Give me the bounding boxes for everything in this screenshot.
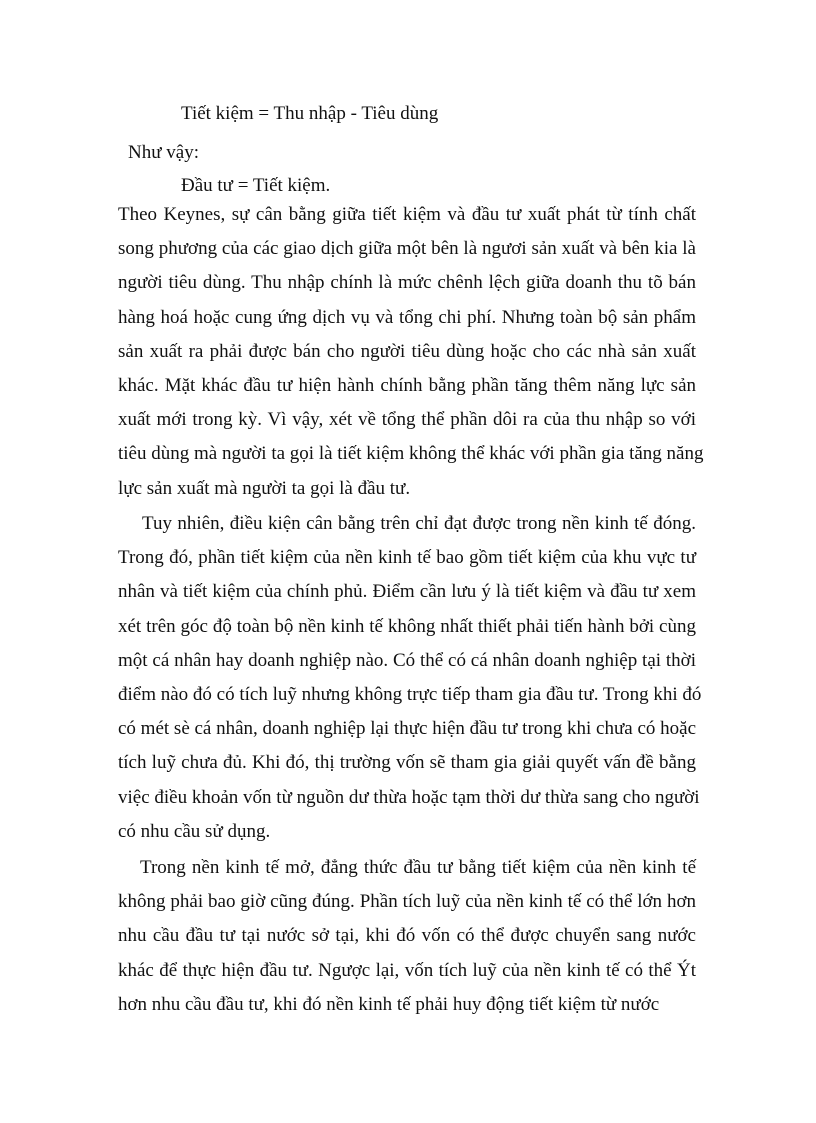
paragraph-open-economy (118, 851, 696, 1022)
text-line: Trong nền kinh tế mở, đẳng thức đầu tư bằng tiết kiệm của nền kinh tế (140, 857, 696, 878)
text-line: Tuy nhiên, điều kiện cân bằng trên chỉ đạt được trong nền kinh tế đóng. (142, 513, 696, 534)
text-line: khác để thực hiện đầu tư. Ngược lại, vốn tích luỹ của nền kinh tế có thể Ýt (118, 959, 696, 981)
text-line: nhân và tiết kiệm của chính phủ. Điểm cần lưu ý là tiết kiệm và đầu tư xem (118, 581, 696, 603)
text-line: xét trên góc độ toàn bộ nền kinh tế không nhất thiết phải tiến hành bởi cùng (118, 615, 696, 637)
text-line: người tiêu dùng. Thu nhập chính là mức chênh lệch giữa doanh thu tõ bán (118, 272, 696, 294)
text-line: lực sản xuất mà người ta gọi là đầu tư. (118, 477, 411, 499)
thus-label: Như vậy: (128, 142, 199, 163)
text-line: việc điều khoản vốn từ nguồn dư thừa hoặc tạm thời dư thừa sang cho người (118, 786, 700, 808)
paragraph-keynes (118, 198, 704, 506)
text-line: điểm nào đó có tích luỹ nhưng không trực tiếp tham gia đầu tư. Trong khi đó (118, 683, 702, 705)
investment-equation: Đầu tư = Tiết kiệm. (181, 175, 331, 196)
savings-equation: Tiết kiệm = Thu nhập - Tiêu dùng (181, 103, 439, 124)
text-line: sản xuất ra phải được bán cho người tiêu dùng hoặc cho các nhà sản xuất (118, 340, 696, 362)
text-line: hơn nhu cầu đầu tư, khi đó nền kinh tế phải huy động tiết kiệm từ nước (118, 993, 660, 1015)
text-line: có nhu cầu sử dụng. (118, 820, 271, 842)
paragraph-closed-economy (118, 507, 702, 849)
text-line: không phải bao giờ cũng đúng. Phần tích luỹ của nền kinh tế có thể lớn hơn (118, 891, 696, 913)
text-line: tích luỹ chưa đủ. Khi đó, thị trường vốn sẽ tham gia giải quyết vấn đề bằng (118, 752, 696, 774)
text-line: nhu cầu đầu tư tại nước sở tại, khi đó vốn có thể được chuyển sang nước (118, 925, 696, 947)
text-line: có mét sè cá nhân, doanh nghiệp lại thực hiện đầu tư trong khi chưa có hoặc (118, 718, 697, 740)
text-line: Theo Keynes, sự cân bằng giữa tiết kiệm và đầu tư xuất phát từ tính chất (118, 204, 696, 225)
text-line: song phương của các giao dịch giữa một bên là ngươi sản xuất và bên kia là (118, 238, 696, 260)
text-line: Trong đó, phần tiết kiệm của nền kinh tế bao gồm tiết kiệm của khu vực tư (118, 547, 696, 569)
text-line: một cá nhân hay doanh nghiệp nào. Có thể có cá nhân doanh nghiệp tại thời (118, 649, 696, 671)
text-line: tiêu dùng mà người ta gọi là tiết kiệm không thể khác với phần gia tăng năng (118, 443, 704, 465)
text-line: hàng hoá hoặc cung ứng dịch vụ và tổng chi phí. Nhưng toàn bộ sản phẩm (118, 306, 696, 328)
text-line: khác. Mặt khác đầu tư hiện hành chính bằng phần tăng thêm năng lực sản (118, 374, 696, 396)
text-line: xuất mới trong kỳ. Vì vậy, xét về tổng thể phần dôi ra của thu nhập so với (118, 409, 696, 431)
